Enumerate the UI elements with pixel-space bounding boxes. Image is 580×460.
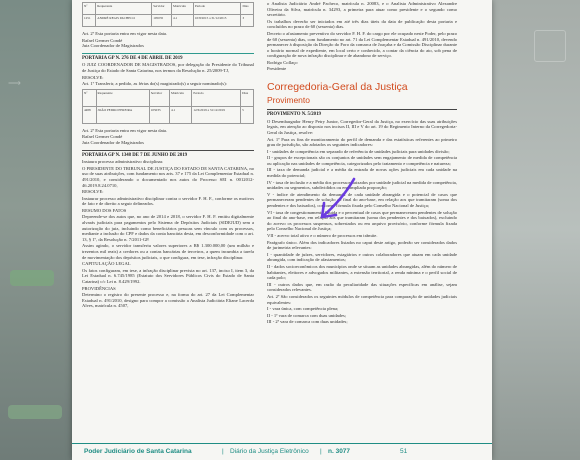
ghost-frame (534, 30, 566, 62)
portaria-resolve: RESOLVE: (82, 74, 104, 80)
paragraph: Parágrafo único. Além dos indicadores listados no caput deste artigo, poderão ser considerados dados de jurimetria relevantes: (267, 239, 457, 251)
vacation-table-top (82, 2, 254, 27)
paragraph: Art. 1º Para os fins de monitoramento do perfil de demanda e das estatísticas referentes ao primeiro grau de jurisdição, são adotados os seguintes indicadores: (267, 136, 457, 148)
table-header-cell: Servidor (149, 89, 169, 106)
table-header-cell: Requerente (96, 3, 152, 15)
paragraph: II - grupos de excepcionais são os conjuntos de unidades sem engajamento de medida de competência ou aplicação nas unidades de competência, categorizados pelo tratamento e competência e natureza; (267, 155, 457, 166)
annotation-arrow-icon (312, 175, 360, 225)
paragraph: Determino o registro do presente processo e, na forma do art. 27 da Lei Complementar Estadual n. 491/2010, designo para compor a comissão a Analista Judiciária Eliane Lacerda Alves, matrícula n. 4507, (82, 292, 254, 309)
paragraph: III - taxa de demanda judicial e a média da entrada de novas ações judiciais em cada unidade na medida do potencial; (267, 167, 457, 179)
effective-date-note: Art. 2º Esta portaria entra em vigor nesta data. (82, 31, 168, 36)
paragraph: Instaura processo administrativo disciplinar. (82, 159, 164, 165)
paragraph: I - unidades de competência em separado de referência de unidades judiciais para unidades divisão; (267, 148, 450, 154)
signature-role: Presidente (267, 65, 287, 71)
section-divider (267, 109, 457, 110)
paragraph: Decreto o afastamento preventivo do servidor F. H. F. do cargo por ele ocupado neste Poder, pelo prazo de 60 (sessenta) dias, com fundamento no art. 71 da Lei Complementar Estadual n. 491/2010, devendo permanecer à disposição da Direção do Foro da comarca de Joaçaba e da Comissão Disciplinar durante o horário normal de expediente, em local certo e conhecido, a contar da ciência do ato, sob pena de configuração de nova infração disciplinar e de abandono de serviço. (267, 30, 457, 59)
document-page (72, 0, 492, 460)
table-row (83, 15, 254, 27)
signature-role: Juiz Coordenador de Magistrados (82, 139, 144, 145)
table-cell: ANDRÉ REGIS PACHECO (96, 15, 152, 27)
paragraph: III - outros dados que, em razão da peculiaridade das situações específicas em análise, sejam considerados relevantes. (267, 281, 457, 293)
table-cell: 5 (241, 106, 254, 123)
footer-page-number: 51 (400, 448, 408, 455)
paragraph: IV - taxa de inclusão e a média dos processos baixados por unidade judicial na medida de competência, unidades ou segmentos, subdivididos ou em ampliada proporção; (267, 179, 457, 191)
footer-edition: n. 3077 (328, 448, 351, 455)
table-header-cell: Período (192, 89, 241, 106)
section-heading: Provimento (267, 95, 310, 106)
paragraph: PROVIDÊNCIAS (82, 285, 116, 291)
paragraph: O PRESIDENTE DO TRIBUNAL DE JUSTIÇA DO ESTADO DE SANTA CATARINA, no uso de suas atribuições, com fundamento nos arts. 37 e 175 da Lei Complementar Estadual n. 491/2010, e considerando o documentado nos autos do Processo SEI n. 0012012-46.2019.8.24.0710, (82, 165, 254, 188)
paragraph: CAPITULAÇÃO LEGAL (82, 261, 131, 267)
footer-separator: | (222, 448, 224, 455)
table-header-cell: Servidor (152, 3, 172, 15)
table-cell: 4.1 (172, 15, 194, 27)
vacation-table-mid (82, 89, 254, 124)
portaria-paragraph: O JUIZ COORDENADOR DE MAGISTRADOS, por delegação do Presidente do Tribunal de Justiça do Estado de Santa Catarina, nos termos da Resolução n. 25/2009-TJ, (82, 62, 254, 73)
ghost-button (8, 405, 62, 419)
table-cell: 105035 (149, 106, 169, 123)
table-header-cell: Dias (241, 3, 254, 15)
ghost-button (10, 270, 54, 286)
paragraph: o Analista Judiciário André Pacheco, matrícula n. 20083, e o Analista Administrativo Alexandre Oliveira da Silva, matrícula n. 34293, a primeira para atuar como presidente e o segundo como secretário. (267, 1, 457, 18)
table-cell: 105035 (152, 15, 172, 27)
paragraph: Art. 2º São considerados os seguintes módulos de competência para comparação de unidades judiciais equivalentes: (267, 293, 457, 305)
footer-journal: Diário da Justiça Eletrônico (230, 448, 309, 455)
signature-name: Rodrigo Collaço (267, 59, 298, 65)
paragraph: III - 2ª vara de comarca com duas unidades; (267, 319, 348, 325)
table-header-cell: Nº (83, 89, 97, 106)
signature-name: Rafael Germer Condé (82, 134, 123, 140)
paragraph: V - índice de atendimento da demanda de cada unidade abrangida e o potencial de casos que permaneceram pendentes de solução ao final do ano-base, em relação aos que tramitaram (soma dos pendentes e dos baixados), conforme fórmula fixada pelo Conselho Nacional de Justiça; (267, 191, 457, 209)
portaria-title: PORTARIA GP N. 1348 DE 7 DE JUNHO DE 2019 (82, 150, 254, 159)
paragraph: Instaurar processo administrativo disciplinar contra o servidor F. H. F., conforme os motivos de fato e de direito a seguir delineados. (82, 195, 254, 207)
background-left-blur (0, 0, 72, 460)
paragraph: RESOLVE: (82, 189, 104, 195)
paragraph: RESUMO DOS FATOS (82, 207, 127, 213)
table-header-cell: Dias (241, 89, 254, 106)
right-column (267, 0, 457, 326)
paragraph: I - quantidade de juízes, servidores, estagiários e outros colaboradores que atuam em cada unidade abrangida, com indicação de afastamentos; (267, 251, 457, 263)
footer-separator: | (320, 448, 322, 455)
table-cell: JOÃO PEDRO PEREIRA (96, 106, 149, 123)
paragraph: Os fatos configuram, em tese, a infração disciplinar prevista no art. 137, inciso I, item 3, da Lei Estadual n. 6.745/1985 (Estatuto dos Servidores Públicos Civis do Estado de Santa Catarina) c/c Lei n. 8.429/1992. (82, 267, 254, 284)
portaria-title: PORTARIA GP N. 276 DE 4 DE ABRIL DE 2019 (82, 53, 254, 62)
table-header-cell: Período (193, 3, 241, 15)
table-header-row (83, 89, 254, 106)
ghost-text: ⟶ (8, 78, 21, 88)
paragraph: II - dados socioeconômicos dos municípios onde se situam as unidades abrangidas, além do número de habitantes, eleitores e advogados militantes, a extensão territorial, a renda mínima e o perfil social de cada polo; (267, 263, 457, 281)
right-top-paragraphs (267, 1, 457, 59)
paragraph: II - 1ª vara de comarca com duas unidades; (267, 312, 347, 318)
signature-name: Rafael Germer Condé (82, 37, 123, 43)
table-cell: 3 (241, 15, 254, 27)
table-cell: 1251 (83, 15, 96, 27)
paragraph: O Desembargador Henry Petry Junior, Corregedor-Geral da Justiça, no exercício das suas atribuições legais, em atenção ao disposto nos incisos II, III e V do art. 19 do Regimento Interno da Corregedoria-Geral da Justiça, resolve: (267, 118, 457, 135)
paragraph: VI - taxa de congestionamento líquida e o percentual de casos que permaneceram pendentes de solução ao final do ano-base, em relação aos que tramitaram (soma dos pendentes e dos baixados), excluindo do acervo os processos suspensos, sobrestados ou em arquivo provisório, conforme fórmula fixada pelo Conselho Nacional de Justiça; (267, 209, 457, 232)
signature-role: Juiz Coordenador de Magistrados (82, 43, 144, 49)
paragraph: VII - acervo total ativo e o número de processos em trâmite. (267, 233, 378, 238)
paragraph: Os trabalhos deverão ser iniciados em até três dias úteis da data de publicação desta portaria e concluídos no prazo de 60 (sessenta) dias. (267, 18, 457, 30)
table-cell: 4.1 (170, 106, 192, 123)
effective-date-note: Art. 2º Esta portaria entra em vigor nesta data. (82, 127, 168, 133)
portaria-article: Art. 1º Transferir, a pedido, as férias do(s) magistrado(s) a seguir nominado(s): (82, 81, 227, 87)
table-header-cell: Matrícula (170, 89, 192, 106)
table-cell: 10/8/2015 a 31/12/2015 (193, 15, 241, 27)
paragraph: Depreende-se dos autos que, no ano de 2014 e 2018, o servidor F. H. F. emitiu digitalmente alvarás judiciais para pagamentos pelo Sistema de Depósitos Judiciais (SIDEJUD) sem a autorização do juiz, incluindo como beneficiários pessoas sem vínculo com os processos, mediante a inclusão do CPF e dados da conta bancária desta, em desconformidade com o art. 13, § 1º, da Resolução n. 7/2011-GP. (82, 214, 254, 242)
paragraph: Assim agindo, o servidor transferiu valores superiores a R$ 1.300.000,00 (um milhão e trezentos mil reais) a credores ou a contas bancárias de terceiros, a quem incumbia a tarefa de movimentação dos depósitos judiciais, o que configura, em tese, infração disciplinar. (82, 243, 254, 260)
portaria-body (82, 159, 254, 309)
provimento-body (267, 119, 457, 325)
page-footer (72, 443, 492, 460)
table-cell: 12/6/2019 a 31/12/2019 (192, 106, 241, 123)
table-header-cell: Matrícula (172, 3, 194, 15)
table-header-cell: Nº (83, 3, 96, 15)
table-cell: 4488 (83, 106, 97, 123)
table-row (83, 106, 254, 123)
department-heading: Corregedoria-Geral da Justiça (267, 81, 408, 94)
footer-publisher: Poder Judiciário de Santa Catarina (84, 448, 192, 455)
provimento-title: PROVIMENTO N. 5/2019 (267, 112, 321, 118)
paragraph: I - vara única, com competência plena; (267, 306, 339, 312)
table-header-cell: Requerente (96, 89, 149, 106)
table-header-row (83, 3, 254, 15)
left-column (82, 0, 254, 310)
